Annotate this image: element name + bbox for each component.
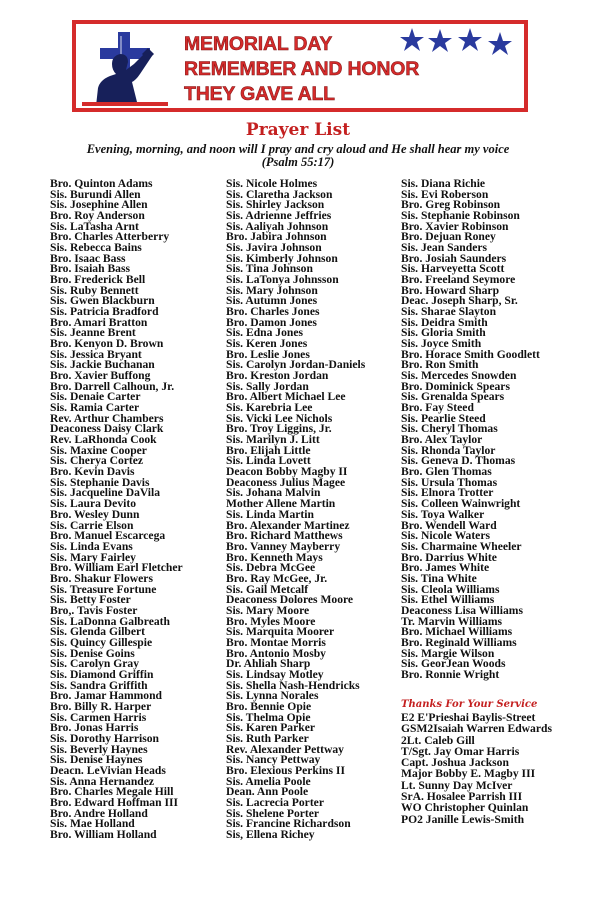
service-section xyxy=(401,698,552,825)
prayer-list-name: Bro. Montae Morris xyxy=(226,635,326,649)
prayer-list-name: Sis. Ursula Thomas xyxy=(401,475,498,489)
prayer-list-name: Bro. Richard Matthews xyxy=(226,529,343,543)
prayer-list-name: Bro. Shakur Flowers xyxy=(50,571,153,585)
prayer-list-name: Sis. Amelia Poole xyxy=(226,774,311,788)
prayer-list-name: Sis. LaTasha Arnt xyxy=(50,219,139,233)
prayer-list-name: Bro. Jabira Johnson xyxy=(226,230,327,244)
service-member-name: 2Lt. Caleb Gill xyxy=(401,733,475,747)
prayer-list-name: Sis. Laura Devito xyxy=(50,497,136,511)
prayer-list-name: Sis. Javira Johnson xyxy=(226,241,322,255)
prayer-list-name: Sis. Glenda Gilbert xyxy=(50,625,146,639)
prayer-list-name: Sis. Harveyetta Scott xyxy=(401,262,505,276)
prayer-list-name: Bro. Wendell Ward xyxy=(401,518,497,532)
banner-text xyxy=(184,32,419,107)
prayer-list-name: Bro. Dominick Spears xyxy=(401,379,510,393)
prayer-list-name: Bro. Alex Taylor xyxy=(401,433,483,447)
prayer-list-name: Deaconess Julius Magee xyxy=(226,475,346,489)
prayer-list-name: Sis. Jean Sanders xyxy=(401,241,488,255)
prayer-list-name: Sis. Aaliyah Johnson xyxy=(226,219,329,233)
prayer-list-name: Sis. Geneva D. Thomas xyxy=(401,454,516,468)
prayer-list-name: Bro. Freeland Seymore xyxy=(401,273,516,287)
prayer-list-name: Sis. Jeanne Brent xyxy=(50,326,136,340)
prayer-list-name: Bro,. Tavis Foster xyxy=(50,603,138,617)
prayer-list-name: Deaconess Daisy Clark xyxy=(50,422,164,436)
prayer-list-name: Sis. Autumn Jones xyxy=(226,294,318,308)
prayer-list-name: Bro. Bennie Opie xyxy=(226,699,312,713)
prayer-list-name: Sis. Carmen Harris xyxy=(50,710,147,724)
prayer-list-name: Sis. Cleola Williams xyxy=(401,582,500,596)
scripture-verse xyxy=(0,143,596,169)
prayer-list-name: Sis. Mae Holland xyxy=(50,817,135,831)
service-member-name: Capt. Joshua Jackson xyxy=(401,756,509,770)
prayer-list-name: Rev. LaRhonda Cook xyxy=(50,433,157,447)
prayer-list-name: Sis. Stephanie Robinson xyxy=(401,209,520,223)
prayer-list-name: Sis. Toya Walker xyxy=(401,507,485,521)
prayer-list-name: Bro. Quinton Adams xyxy=(50,177,153,190)
prayer-list-name: Sis. Burundi Allen xyxy=(50,187,141,201)
prayer-list-name: Sis. Colleen Wainwright xyxy=(401,497,521,511)
prayer-list-name: Dr. Ahliah Sharp xyxy=(226,657,311,671)
prayer-list-name: Bro. Charles Jones xyxy=(226,305,320,319)
prayer-list-name: Sis. Nancy Pettway xyxy=(226,753,321,767)
prayer-list-name: Sis. Rhonda Taylor xyxy=(401,443,496,457)
prayer-list-name: Sis. Shelene Porter xyxy=(226,806,320,820)
prayer-list-name: Bro. Andre Holland xyxy=(50,806,148,820)
prayer-list-name: Sis. Carolyn Gray xyxy=(50,657,140,671)
prayer-list-name: Sis. Karen Parker xyxy=(226,721,315,735)
prayer-list-name: Bro. Dejuan Roney xyxy=(401,230,496,244)
prayer-list-name: Deaconess Lisa Williams xyxy=(401,603,523,617)
prayer-list-name: Sis. Jackie Buchanan xyxy=(50,358,155,372)
prayer-list-name: Sis. Mary Moore xyxy=(226,603,310,617)
prayer-list-name: Bro. Amari Bratton xyxy=(50,315,148,329)
prayer-list-name: Sis. Maxine Cooper xyxy=(50,443,147,457)
prayer-list-name: Sis. Jacqueline DaVila xyxy=(50,486,161,500)
prayer-list-name: Bro. Fay Steed xyxy=(401,401,474,415)
prayer-list-name: Sis. Claretha Jackson xyxy=(226,187,333,201)
prayer-list-name: Sis. Cheryl Thomas xyxy=(401,422,498,436)
service-member-name: SrA. Hosalee Parrish III xyxy=(401,790,523,804)
prayer-list-name: Dean. Ann Poole xyxy=(226,785,309,799)
prayer-list-name: Deacn. LeVivian Heads xyxy=(50,763,166,777)
prayer-list-name: Deac. Joseph Sharp, Sr. xyxy=(401,294,518,308)
prayer-list-name: Bro. Elijah Little xyxy=(226,443,311,457)
prayer-list-name: Bro. Billy R. Harper xyxy=(50,699,152,713)
prayer-list-name: Sis. Joyce Smith xyxy=(401,337,482,351)
prayer-list-name: Sis. Carrie Elson xyxy=(50,518,134,532)
prayer-list-name: Bro. Michael Williams xyxy=(401,625,513,639)
prayer-list-name: Rev. Alexander Pettway xyxy=(226,742,344,756)
prayer-list-name: Bro. Myles Moore xyxy=(226,614,316,628)
prayer-list-name: Bro. Xavier Robinson xyxy=(401,219,509,233)
prayer-list-name: Bro. Albert Michael Lee xyxy=(226,390,346,404)
banner-line-3: THEY GAVE ALL xyxy=(184,83,335,105)
prayer-list-name: Sis. Denaie Carter xyxy=(50,390,141,404)
prayer-list-name: Bro. Damon Jones xyxy=(226,315,317,329)
page-title: Prayer List xyxy=(245,120,351,140)
banner-line-1: MEMORIAL DAY xyxy=(184,33,333,55)
service-list xyxy=(401,712,552,825)
prayer-list-name: Sis. LaDonna Galbreath xyxy=(50,614,170,628)
prayer-list-name: Sis. Mercedes Snowden xyxy=(401,369,517,383)
prayer-list-name: Sis. Vicki Lee Nichols xyxy=(226,411,333,425)
prayer-list-name: Sis. Mary Fairley xyxy=(50,550,136,564)
prayer-list-name: Sis. Margie Wilson xyxy=(401,646,495,660)
prayer-list-name: Sis. Rebecca Bains xyxy=(50,241,142,255)
prayer-list-name: Bro. Antonio Mosby xyxy=(226,646,326,660)
prayer-list-name: Sis. Patricia Bradford xyxy=(50,305,159,319)
prayer-list-name: Sis. Tina White xyxy=(401,571,477,585)
service-member-name: E2 E'Prieshai Baylis-Street xyxy=(401,711,536,724)
prayer-list-name: Bro. Kevin Davis xyxy=(50,465,135,479)
service-title: Thanks For Your Service xyxy=(401,699,538,710)
prayer-list-name: Sis. Ethel Williams xyxy=(401,593,495,607)
prayer-list-name: Sis. Linda Lovett xyxy=(226,454,311,468)
prayer-list-name: Bro. Ronnie Wright xyxy=(401,667,500,681)
prayer-list-name: Sis. Gloria Smith xyxy=(401,326,486,340)
prayer-list-name: Sis. Nicole Waters xyxy=(401,529,490,543)
prayer-list-name: Sis. Debra McGee xyxy=(226,561,316,575)
prayer-list-name: Sis. Denise Haynes xyxy=(50,753,143,767)
prayer-list-name: Sis. Charmaine Wheeler xyxy=(401,539,522,553)
prayer-list-name: Bro. William Holland xyxy=(50,827,157,841)
prayer-list-name: Sis. Grenalda Spears xyxy=(401,390,505,404)
prayer-list-name: Sis. Marilyn J. Litt xyxy=(226,433,320,447)
prayer-list-name: Sis. Linda Evans xyxy=(50,539,133,553)
prayer-list-name: Bro. Leslie Jones xyxy=(226,347,310,361)
prayer-list-name: Bro. Roy Anderson xyxy=(50,209,145,223)
prayer-list-name: Tr. Marvin Williams xyxy=(401,614,503,628)
prayer-list-name: Bro. Darrius White xyxy=(401,550,497,564)
saluting-soldier-cross-logo xyxy=(82,30,168,106)
prayer-list-name: Bro. Vanney Mayberry xyxy=(226,539,341,553)
prayer-list-name: Bro. Ray McGee, Jr. xyxy=(226,571,328,585)
prayer-list-name: Bro. Ron Smith xyxy=(401,358,479,372)
prayer-list-name: Sis. Ruby Bennett xyxy=(50,283,139,297)
prayer-list-name: Sis. Jessica Bryant xyxy=(50,347,142,361)
prayer-list-name: Bro. Howard Sharp xyxy=(401,283,500,297)
prayer-list-name: Sis. Carolyn Jordan-Daniels xyxy=(226,358,366,372)
service-member-name: Major Bobby E. Magby III xyxy=(401,767,536,781)
prayer-list-name: Sis. Ramia Carter xyxy=(50,401,140,415)
prayer-list-name: Bro. Glen Thomas xyxy=(401,465,492,479)
prayer-list-name: Sis. Elnora Trotter xyxy=(401,486,494,500)
prayer-list-name: Sis. Quincy Gillespie xyxy=(50,635,153,649)
prayer-list-name: Sis. Sharae Slayton xyxy=(401,305,497,319)
prayer-list-name: Sis. GeorJean Woods xyxy=(401,657,506,671)
prayer-list-name: Sis. Treasure Fortune xyxy=(50,582,157,596)
prayer-list-name: Sis. Adrienne Jeffries xyxy=(226,209,332,223)
verse-text: Evening, morning, and noon will I pray and cry aloud and He shall hear my voice xyxy=(86,142,510,156)
prayer-list-name: Sis. Lacrecia Porter xyxy=(226,795,324,809)
prayer-list-name: Bro. James White xyxy=(401,561,490,575)
prayer-list-name: Mother Allene Martin xyxy=(226,497,336,511)
prayer-list-name: Bro. Alexander Martinez xyxy=(226,518,350,532)
prayer-list-name: Bro. Manuel Escarcega xyxy=(50,529,166,543)
prayer-list-name: Sis. Sally Jordan xyxy=(226,379,309,393)
prayer-list-name: Sis. Mary Johnson xyxy=(226,283,318,297)
prayer-list-name: Bro. Charles Megale Hill xyxy=(50,785,174,799)
names-column-3 xyxy=(401,179,540,681)
prayer-list-name: Sis. Johana Malvin xyxy=(226,486,321,500)
prayer-list-name: Sis. Stephanie Davis xyxy=(50,475,150,489)
prayer-list-name: Sis. Diamond Griffin xyxy=(50,667,154,681)
prayer-list-name: Sis. LaTonya Johnsson xyxy=(226,273,339,287)
prayer-list-name: Sis. Karebria Lee xyxy=(226,401,313,415)
prayer-list-name: Sis. Beverly Haynes xyxy=(50,742,148,756)
prayer-list-name: Sis. Thelma Opie xyxy=(226,710,311,724)
prayer-list-name: Bro. Darrell Calhoun, Jr. xyxy=(50,379,175,393)
prayer-list-name: Sis. Betty Foster xyxy=(50,593,131,607)
verse-reference: (Psalm 55:17) xyxy=(261,155,335,169)
prayer-list-name: Sis. Kimberly Johnson xyxy=(226,251,338,265)
prayer-list-name: Bro. Isaiah Bass xyxy=(50,262,131,276)
prayer-list-name: Sis. Gail Metcalf xyxy=(226,582,309,596)
prayer-list-name: Bro. Xavier Buffong xyxy=(50,369,151,383)
service-member-name: Lt. Sunny Day McIver xyxy=(401,778,513,792)
prayer-list-name: Sis. Diana Richie xyxy=(401,177,486,190)
prayer-list-name: Bro. Kreston Jordan xyxy=(226,369,329,383)
prayer-list-name: Sis. Lynna Norales xyxy=(226,689,319,703)
prayer-list-name: Bro. Josiah Saunders xyxy=(401,251,507,265)
prayer-list-name: Sis. Marquita Moorer xyxy=(226,625,335,639)
prayer-list-name: Sis. Tina Johnson xyxy=(226,262,313,276)
prayer-list-name: Sis, Ellena Richey xyxy=(226,827,315,841)
prayer-list-name: Rev. Arthur Chambers xyxy=(50,411,164,425)
prayer-list-name: Sis. Lindsay Motley xyxy=(226,667,324,681)
prayer-list-name: Bro. Edward Hoffman III xyxy=(50,795,178,809)
names-column-1 xyxy=(50,179,183,841)
prayer-list-name: Sis. Linda Martin xyxy=(226,507,314,521)
prayer-list-name: Bro. Charles Atterberry xyxy=(50,230,170,244)
prayer-list-name: Sis. Keren Jones xyxy=(226,337,308,351)
prayer-list-name: Bro. William Earl Fletcher xyxy=(50,561,183,575)
prayer-list-name: Sis. Josephine Allen xyxy=(50,198,148,212)
memorial-day-banner xyxy=(72,20,528,112)
prayer-list-name: Bro. Horace Smith Goodlett xyxy=(401,347,540,361)
prayer-list-name: Bro. Jamar Hammond xyxy=(50,689,162,703)
prayer-list-name: Bro. Frederick Bell xyxy=(50,273,146,287)
prayer-list-name: Sis. Pearlie Steed xyxy=(401,411,486,425)
prayer-list-name: Sis. Ruth Parker xyxy=(226,731,309,745)
prayer-list-name: Sis. Dorothy Harrison xyxy=(50,731,159,745)
prayer-list-name: Bro. Kenneth Mays xyxy=(226,550,323,564)
prayer-list-name: Bro. Greg Robinson xyxy=(401,198,501,212)
prayer-list-name: Bro. Wesley Dunn xyxy=(50,507,140,521)
prayer-list-name: Bro. Isaac Bass xyxy=(50,251,126,265)
service-member-name: T/Sgt. Jay Omar Harris xyxy=(401,744,520,758)
prayer-list-name: Bro. Elexious Perkins II xyxy=(226,763,345,777)
service-member-name: WO Christopher Quinlan xyxy=(401,801,529,815)
service-member-name: PO2 Janille Lewis-Smith xyxy=(401,812,525,826)
prayer-list-name: Sis. Francine Richardson xyxy=(226,817,351,831)
prayer-list-name: Deacon Bobby Magby II xyxy=(226,465,348,479)
prayer-list-name: Sis. Gwen Blackburn xyxy=(50,294,155,308)
prayer-list-name: Sis. Cherya Cortez xyxy=(50,454,144,468)
service-member-name: GSM2Isaiah Warren Edwards xyxy=(401,722,552,736)
prayer-list-name: Sis. Sandra Griffith xyxy=(50,678,148,692)
prayer-list-name: Bro. Jonas Harris xyxy=(50,721,139,735)
prayer-list-name: Sis. Nicole Holmes xyxy=(226,177,318,190)
prayer-list-name: Sis. Evi Roberson xyxy=(401,187,489,201)
prayer-list-name: Sis. Deidra Smith xyxy=(401,315,488,329)
prayer-list-name: Sis. Anna Hernandez xyxy=(50,774,155,788)
prayer-list-name: Sis. Denise Goins xyxy=(50,646,135,660)
prayer-list-name: Bro. Reginald Williams xyxy=(401,635,517,649)
names-column-2 xyxy=(226,179,365,841)
prayer-list-name: Bro. Kenyon D. Brown xyxy=(50,337,164,351)
prayer-list-name: Sis. Shirley Jackson xyxy=(226,198,325,212)
banner-line-2: REMEMBER AND HONOR xyxy=(184,58,420,80)
prayer-list-name: Bro. Troy Liggins, Jr. xyxy=(226,422,332,436)
prayer-list-name: Sis. Shella Nash-Hendricks xyxy=(226,678,360,692)
prayer-list-name: Deaconess Dolores Moore xyxy=(226,593,354,607)
prayer-list-name: Sis. Edna Jones xyxy=(226,326,304,340)
